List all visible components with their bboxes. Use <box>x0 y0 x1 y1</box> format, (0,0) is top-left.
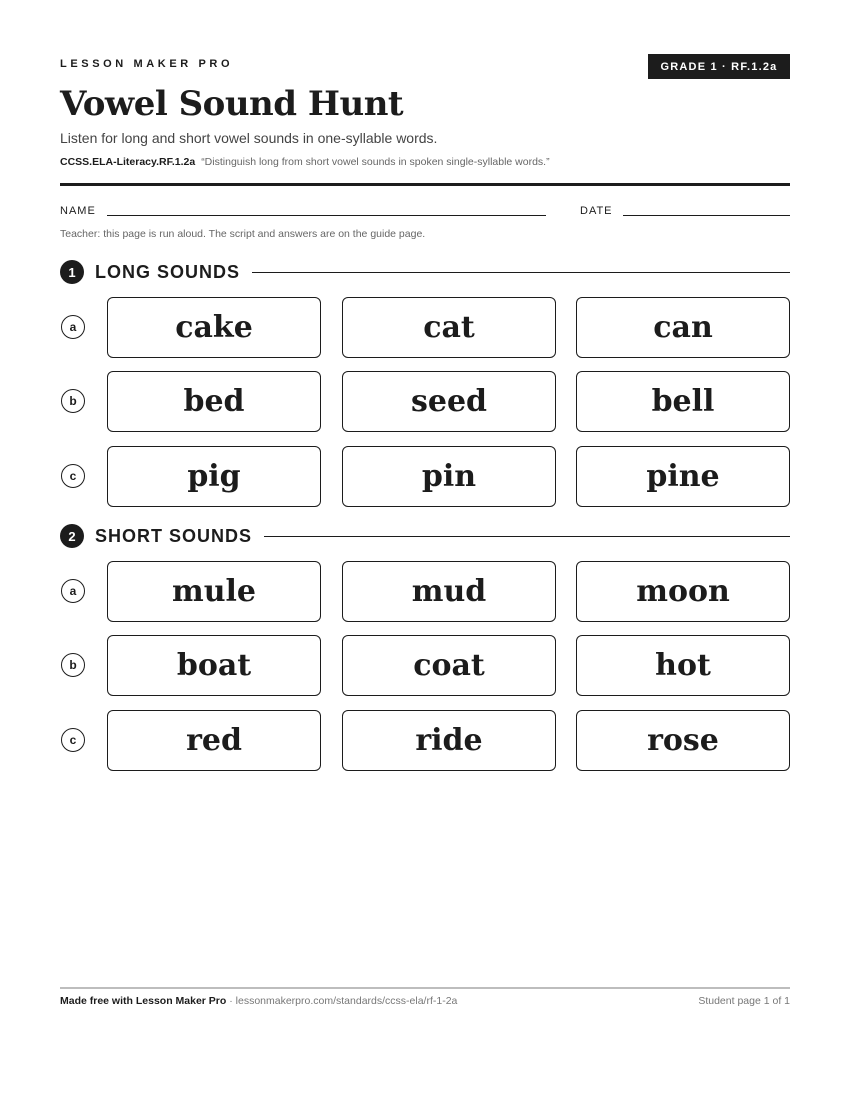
section-rule <box>252 272 790 273</box>
word-card[interactable]: bed <box>107 371 321 432</box>
word-card[interactable]: pine <box>576 446 790 507</box>
name-label: NAME <box>60 205 96 217</box>
word-card[interactable]: cat <box>342 297 556 358</box>
word-card[interactable]: seed <box>342 371 556 432</box>
section-title: SHORT SOUNDS <box>95 525 253 546</box>
word-card[interactable]: moon <box>576 561 790 622</box>
page-subtitle: Listen for long and short vowel sounds in one-syllable words. <box>60 130 438 146</box>
word-row <box>60 371 790 433</box>
footer-brand: Made free with Lesson Maker Pro <box>60 995 227 1007</box>
section-title: LONG SOUNDS <box>95 261 241 282</box>
footer-link[interactable]: · lessonmakerpro.com/standards/ccss-ela/rf-1-2a <box>226 995 458 1007</box>
row-letter-badge: b <box>61 389 85 413</box>
row-letter-badge: b <box>61 653 85 677</box>
word-row <box>60 446 790 508</box>
word-card[interactable]: bell <box>576 371 790 432</box>
word-card[interactable]: red <box>107 710 321 771</box>
section-header-short-sounds <box>60 524 790 548</box>
row-letter-badge: a <box>61 315 85 339</box>
standard-description: “Distinguish long from short vowel sounds in spoken single-syllable words.” <box>201 156 550 168</box>
footer-page-number: Student page 1 of 1 <box>698 995 790 1007</box>
row-letter-badge: a <box>61 579 85 603</box>
word-card[interactable]: can <box>576 297 790 358</box>
section-number-badge: 2 <box>60 524 84 548</box>
date-label: DATE <box>580 205 613 217</box>
page-title: Vowel Sound Hunt <box>60 84 404 124</box>
name-write-line[interactable] <box>107 215 546 216</box>
standard-code: CCSS.ELA-Literacy.RF.1.2a <box>60 156 196 168</box>
word-card[interactable]: hot <box>576 635 790 696</box>
word-row <box>60 635 790 697</box>
grade-badge: GRADE 1 · RF.1.2a <box>648 54 790 79</box>
word-card[interactable]: coat <box>342 635 556 696</box>
word-row <box>60 710 790 772</box>
word-card[interactable]: pin <box>342 446 556 507</box>
word-card[interactable]: mule <box>107 561 321 622</box>
word-card[interactable]: cake <box>107 297 321 358</box>
word-card[interactable]: ride <box>342 710 556 771</box>
worksheet-page <box>60 0 790 1100</box>
word-card[interactable]: pig <box>107 446 321 507</box>
footer-credit <box>60 995 457 1007</box>
word-card[interactable]: rose <box>576 710 790 771</box>
footer-divider <box>60 987 790 989</box>
section-rule <box>264 536 790 537</box>
brand-name: LESSON MAKER PRO <box>60 58 234 70</box>
teacher-note: Teacher: this page is run aloud. The script and answers are on the guide page. <box>60 228 426 240</box>
word-card[interactable]: boat <box>107 635 321 696</box>
word-row <box>60 297 790 359</box>
section-number-badge: 1 <box>60 260 84 284</box>
row-letter-badge: c <box>61 464 85 488</box>
standard-line <box>60 156 550 168</box>
header-divider <box>60 183 790 186</box>
date-write-line[interactable] <box>623 215 790 216</box>
word-row <box>60 561 790 623</box>
word-card[interactable]: mud <box>342 561 556 622</box>
row-letter-badge: c <box>61 728 85 752</box>
section-header-long-sounds <box>60 260 790 284</box>
